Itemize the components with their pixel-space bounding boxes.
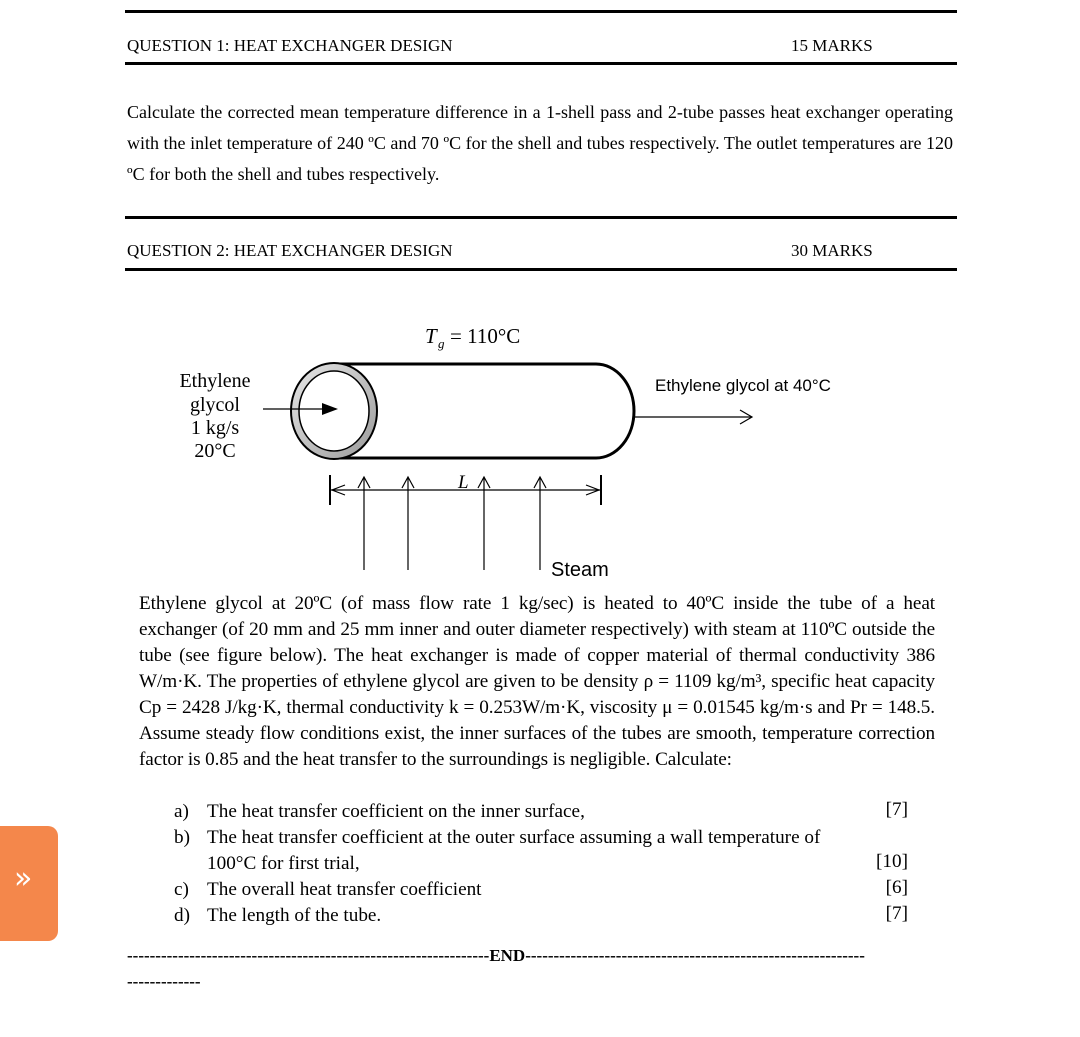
inlet-line-4: 20°C <box>194 440 236 462</box>
item-b-label: b) <box>174 827 190 848</box>
length-label: L <box>458 472 469 493</box>
question-item-c <box>174 877 482 903</box>
q1-title: QUESTION 1: HEAT EXCHANGER DESIGN <box>127 36 453 55</box>
item-a-label: a) <box>174 801 189 822</box>
outlet-label: Ethylene glycol at 40°C <box>655 376 831 395</box>
outlet-arrow-icon <box>634 410 752 424</box>
sidebar-toggle-button[interactable] <box>0 826 58 941</box>
item-d-label: d) <box>174 905 190 926</box>
item-c-text: The overall heat transfer coefficient <box>207 879 482 900</box>
question-item-d <box>174 903 381 929</box>
item-d-marks: [7] <box>885 903 908 924</box>
tube <box>291 363 634 459</box>
item-b-text: The heat transfer coefficient at the outer surface assuming a wall temperature of <box>207 827 821 848</box>
item-c-marks: [6] <box>885 877 908 898</box>
item-c-label: c) <box>174 879 189 900</box>
q2-text: Ethylene glycol at 20ºC (of mass flow rate 1 kg/sec) is heated to 40ºC inside the tube of a heat exchanger (of 20 mm and 25 mm inner and outer diameter respectively) with steam at 110ºC outside the tube (see figure below). The heat exchanger is made of copper material of thermal conductivity 386 W/m·K. The properties of ethylene glycol are given to be density ρ = 1109 kg/m³, specific heat capacity Cp = 2428 J/kg·K, thermal conductivity k = 0.253W/m·K, viscosity μ = 0.01545 kg/m·s and Pr = 148.5. Assume steady flow conditions exist, the inner surfaces of the tubes are smooth, temperature correction factor is 0.85 and the heat transfer to the surroundings is negligible. Calculate: <box>139 593 935 770</box>
inlet-line-2: glycol <box>190 394 240 416</box>
end-divider-continued: ------------- <box>127 972 201 991</box>
item-a-text: The heat transfer coefficient on the inner surface, <box>207 801 585 822</box>
item-b-text-continued: 100°C for first trial, <box>207 853 360 874</box>
item-a-marks: [7] <box>885 799 908 820</box>
item-b-marks: [10] <box>876 851 908 872</box>
tg-label <box>425 324 520 351</box>
svg-text:T: T <box>425 324 437 348</box>
q2-title: QUESTION 2: HEAT EXCHANGER DESIGN <box>127 241 453 260</box>
q1-text: Calculate the corrected mean temperature difference in a 1-shell pass and 2-tube passes heat exchanger operating with the inlet temperature of 240 ºC and 70 ºC for the shell and tubes respectively. The outlet temperatures are 120 ºC for both the shell and tubes respectively. <box>127 102 953 184</box>
inlet-line-3: 1 kg/s <box>190 417 240 439</box>
inlet-line-1: Ethylene <box>179 370 251 392</box>
q1-marks: 15 MARKS <box>791 36 873 55</box>
question-item-a <box>174 799 585 825</box>
steam-label: Steam <box>551 559 609 581</box>
end-divider: ----------------------------------------------------------------END------------------------------------------------------------ <box>127 946 865 965</box>
q2-marks: 30 MARKS <box>791 241 873 260</box>
item-d-text: The length of the tube. <box>207 905 382 926</box>
svg-text:= 110°C: = 110°C <box>450 324 521 348</box>
double-chevron-right-icon: » <box>14 861 33 896</box>
steam-arrows-icon <box>358 477 546 570</box>
svg-text:g: g <box>438 336 445 351</box>
question-item-b <box>174 825 820 851</box>
